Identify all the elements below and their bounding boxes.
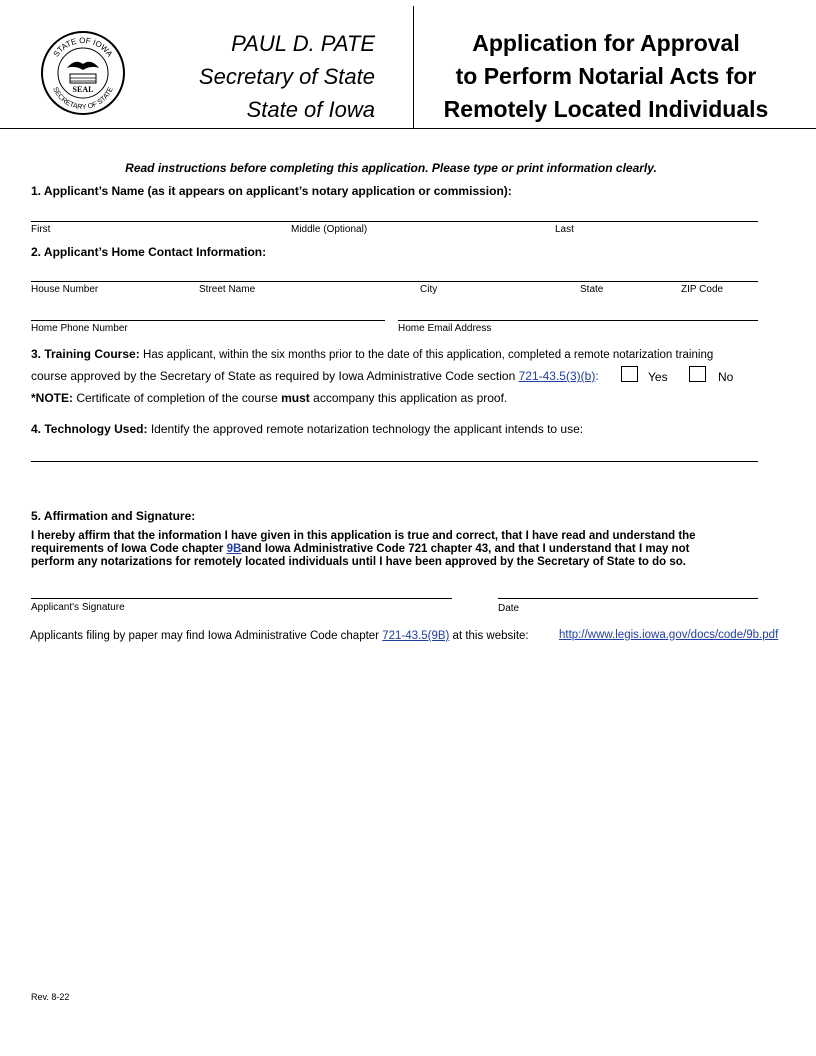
- form-title: [420, 27, 792, 126]
- note-emphasis: must: [281, 391, 310, 405]
- no-checkbox[interactable]: [689, 366, 706, 382]
- section1-heading: 1. Applicant’s Name (as it appears on applicant’s notary application or commission):: [31, 184, 512, 198]
- middle-name-label: Middle (Optional): [291, 224, 368, 235]
- affirmation-line: I hereby affirm that the information I have given in this application is true and correct, that I have read and understand the: [31, 530, 696, 542]
- footer-text: [30, 630, 529, 642]
- footer-code-link[interactable]: 721-43.5(9B): [382, 630, 450, 642]
- state-label: State: [580, 284, 604, 295]
- last-name-label: Last: [555, 224, 574, 235]
- zip-label: ZIP Code: [681, 284, 724, 295]
- header-divider: [413, 6, 414, 129]
- section3-heading: 3. Training Course:: [31, 347, 140, 361]
- footer-text-before: Applicants filing by paper may find Iowa Administrative Code chapter: [30, 630, 380, 642]
- date-label: Date: [498, 603, 520, 614]
- affirmation-after-link: and Iowa Administrative Code 721 chapter 43, and that I understand that I may not: [241, 543, 690, 555]
- affirmation-text: [31, 530, 771, 569]
- street-name-label: Street Name: [199, 284, 256, 295]
- yes-checkbox[interactable]: [621, 366, 638, 382]
- official-title: Secretary of State: [198, 64, 375, 89]
- email-label: Home Email Address: [398, 323, 492, 334]
- email-input-line[interactable]: [398, 320, 758, 321]
- phone-input-line[interactable]: [31, 320, 385, 321]
- footer-text-after: at this website:: [452, 630, 529, 642]
- section3-note: [31, 391, 507, 405]
- official-block: [150, 27, 375, 126]
- section3-question: Has applicant, within the six months prior to the date of this application, completed a remote notarization training: [143, 349, 714, 361]
- affirmation-line: [31, 543, 771, 556]
- legis-url-link[interactable]: http://www.legis.iowa.gov/docs/code/9b.pdf: [559, 629, 779, 641]
- affirmation-line: perform any notarizations for remotely located individuals until I have been approved by the Secretary of State to do so.: [31, 556, 687, 568]
- code-link-colon: :: [595, 369, 599, 383]
- official-name: PAUL D. PATE: [231, 31, 375, 56]
- yes-label: Yes: [648, 370, 668, 384]
- city-label: City: [420, 284, 438, 295]
- first-name-label: First: [31, 224, 51, 235]
- date-input-line[interactable]: [498, 598, 758, 599]
- signature-label: Applicant's Signature: [31, 602, 125, 613]
- iowa-code-9b-link[interactable]: 9B: [226, 543, 242, 555]
- section4-text: Identify the approved remote notarization technology the applicant intends to use:: [150, 422, 584, 436]
- seal-top-text: STATE OF IOWA: [51, 35, 115, 59]
- form-title-line: Application for Approval: [472, 30, 740, 56]
- section5-heading: 5. Affirmation and Signature:: [31, 509, 196, 523]
- section4-line: [31, 422, 583, 436]
- seal-center-text: SEAL: [72, 85, 94, 94]
- technology-input-line[interactable]: [31, 461, 758, 462]
- section3-line2: [31, 369, 599, 383]
- state-seal-icon: [40, 30, 126, 116]
- note-text-after: accompany this application as proof.: [313, 391, 508, 405]
- section3-question-cont: course approved by the Secretary of State as required by Iowa Administrative Code section: [31, 369, 516, 383]
- signature-input-line[interactable]: [31, 598, 452, 599]
- address-input-line[interactable]: [31, 281, 758, 282]
- instructions: Read instructions before completing this application. Please type or print information clearly.: [125, 161, 657, 175]
- no-label: No: [718, 370, 734, 384]
- note-text-before: Certificate of completion of the course: [76, 391, 278, 405]
- form-title-line: to Perform Notarial Acts for: [455, 63, 757, 89]
- affirmation-before-link: requirements of Iowa Code chapter: [31, 543, 224, 555]
- section2-heading: 2. Applicant’s Home Contact Information:: [31, 245, 267, 259]
- house-number-label: House Number: [31, 284, 99, 295]
- section3-line1: [31, 347, 713, 361]
- form-title-line: Remotely Located Individuals: [443, 96, 769, 122]
- name-input-line[interactable]: [31, 221, 758, 222]
- note-label: *NOTE:: [31, 391, 73, 405]
- code-section-link[interactable]: 721-43.5(3)(b): [518, 369, 596, 383]
- revision-label: Rev. 8-22: [31, 992, 70, 1002]
- seal-bottom-text: SECRETARY OF STATE: [51, 86, 115, 112]
- phone-label: Home Phone Number: [31, 323, 128, 334]
- header-rule: [0, 128, 816, 129]
- section4-heading: 4. Technology Used:: [31, 422, 148, 436]
- official-state: State of Iowa: [246, 97, 375, 122]
